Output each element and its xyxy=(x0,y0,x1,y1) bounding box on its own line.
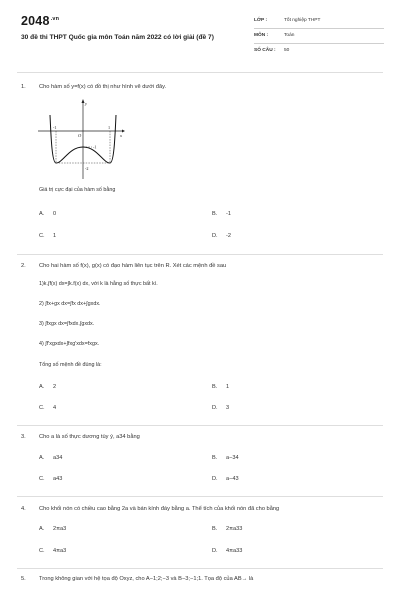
divider xyxy=(17,568,383,569)
option-text: 2πa3 xyxy=(53,526,67,532)
logo-text: 2048 xyxy=(21,14,50,28)
question-number: 3. xyxy=(21,434,26,440)
option-letter: A. xyxy=(39,526,45,532)
option-b[interactable] xyxy=(212,526,242,532)
logo-suffix: .vn xyxy=(50,15,60,22)
option-letter: C. xyxy=(39,476,45,482)
option-letter: B. xyxy=(212,211,218,217)
divider xyxy=(17,72,383,73)
option-d[interactable] xyxy=(212,405,229,411)
question-number: 4. xyxy=(21,506,26,512)
option-text: 1 xyxy=(226,384,230,390)
option-text: -1 xyxy=(226,211,231,217)
option-letter: C. xyxy=(39,405,45,411)
divider xyxy=(17,496,383,497)
option-letter: B. xyxy=(212,384,218,390)
option-letter: C. xyxy=(39,548,45,554)
label-y-tick: -1 xyxy=(93,144,97,150)
option-a[interactable] xyxy=(39,526,66,532)
option-letter: D. xyxy=(212,233,218,239)
logo[interactable] xyxy=(21,14,59,28)
option-c[interactable] xyxy=(39,476,62,482)
label-x-tick: 1 xyxy=(108,125,111,130)
divider xyxy=(17,254,383,255)
option-text: 0 xyxy=(53,211,57,217)
option-text: 4 xyxy=(53,405,57,411)
label-y: y xyxy=(85,101,87,106)
option-letter: A. xyxy=(39,455,45,461)
option-letter: D. xyxy=(212,476,218,482)
option-a[interactable] xyxy=(39,384,56,390)
option-a[interactable] xyxy=(39,455,62,461)
header xyxy=(0,0,400,72)
option-letter: B. xyxy=(212,455,218,461)
option-letter: A. xyxy=(39,211,45,217)
option-letter: B. xyxy=(212,526,218,532)
function-graph xyxy=(36,97,126,181)
option-b[interactable] xyxy=(212,455,239,461)
label-origin: O xyxy=(78,133,82,138)
statement-4: 4) ∫f'xgxdx+∫fxg'xdx=fxgx. xyxy=(39,341,100,347)
option-d[interactable] xyxy=(212,476,239,482)
option-text: a−43 xyxy=(226,476,239,482)
option-text: a34 xyxy=(53,455,63,461)
divider xyxy=(17,425,383,426)
label-x: x xyxy=(120,133,122,138)
statement-2: 2) ∫fx+gx dx=∫fx dx+∫gxdx. xyxy=(39,301,101,307)
option-c[interactable] xyxy=(39,405,56,411)
label-x-tick: -1 xyxy=(53,125,57,130)
option-text: a−34 xyxy=(226,455,239,461)
page-title: 30 đề thi THPT Quốc gia môn Toán năm 2022 có lời giải (đề 7) xyxy=(21,34,214,41)
meta-value: 50 xyxy=(284,48,290,53)
option-letter: A. xyxy=(39,384,45,390)
option-d[interactable] xyxy=(212,233,231,239)
meta-row-count xyxy=(254,44,384,58)
option-letter: D. xyxy=(212,405,218,411)
option-letter: C. xyxy=(39,233,45,239)
question-text: Tổng số mệnh đề đúng là: xyxy=(39,362,102,368)
option-c[interactable] xyxy=(39,548,66,554)
question-stem: Cho a là số thực dương tùy ý, a34 bằng xyxy=(39,434,140,440)
option-text: 4πa33 xyxy=(226,548,243,554)
meta-key: LỚP : xyxy=(254,18,268,23)
option-text: 4πa3 xyxy=(53,548,67,554)
meta-key: SỐ CÂU : xyxy=(254,48,276,53)
question-stem: Trong không gian với hệ tọa độ Oxyz, cho A−1;2;−3 và B−3;−1;1. Tọa độ của AB→ là xyxy=(39,576,254,582)
meta-row-subject xyxy=(254,29,384,44)
option-text: 3 xyxy=(226,405,230,411)
meta-row-class xyxy=(254,14,384,29)
option-text: -2 xyxy=(226,233,231,239)
option-text: a43 xyxy=(53,476,63,482)
option-b[interactable] xyxy=(212,384,229,390)
statement-3: 3) ∫fxgx dx=∫fxdx.∫gxdx. xyxy=(39,321,95,327)
option-b[interactable] xyxy=(212,211,231,217)
option-d[interactable] xyxy=(212,548,242,554)
statement-1: 1)k.∫f(x) dx=∫k.f(x) dx, với k là hằng số thực bất kì. xyxy=(39,281,158,287)
label-y-tick: -2 xyxy=(85,166,89,171)
option-text: 2 xyxy=(53,384,57,390)
question-stem: Cho hai hàm số f(x), g(x) có đạo hàm liên tục trên R. Xét các mệnh đề sau xyxy=(39,263,227,269)
x-axis-arrow xyxy=(122,130,125,133)
option-letter: D. xyxy=(212,548,218,554)
meta-value: Tốt nghiệp THPT xyxy=(284,18,321,23)
meta-key: MÔN : xyxy=(254,33,269,38)
question-number: 1. xyxy=(21,84,26,90)
question-number: 5. xyxy=(21,576,26,582)
question-stem: Cho khối nón có chiều cao bằng 2a và bán kính đáy bằng a. Thể tích của khối nón đã cho bằng xyxy=(39,506,280,512)
option-a[interactable] xyxy=(39,211,56,217)
option-text: 1 xyxy=(53,233,57,239)
option-text: 2πa33 xyxy=(226,526,243,532)
meta-value: Toán xyxy=(284,33,295,38)
question-number: 2. xyxy=(21,263,26,269)
question-text: Giá trị cực đại của hàm số bằng xyxy=(39,187,116,193)
question-stem: Cho hàm số y=f(x) có đồ thị như hình vẽ dưới đây. xyxy=(39,84,167,90)
option-c[interactable] xyxy=(39,233,56,239)
